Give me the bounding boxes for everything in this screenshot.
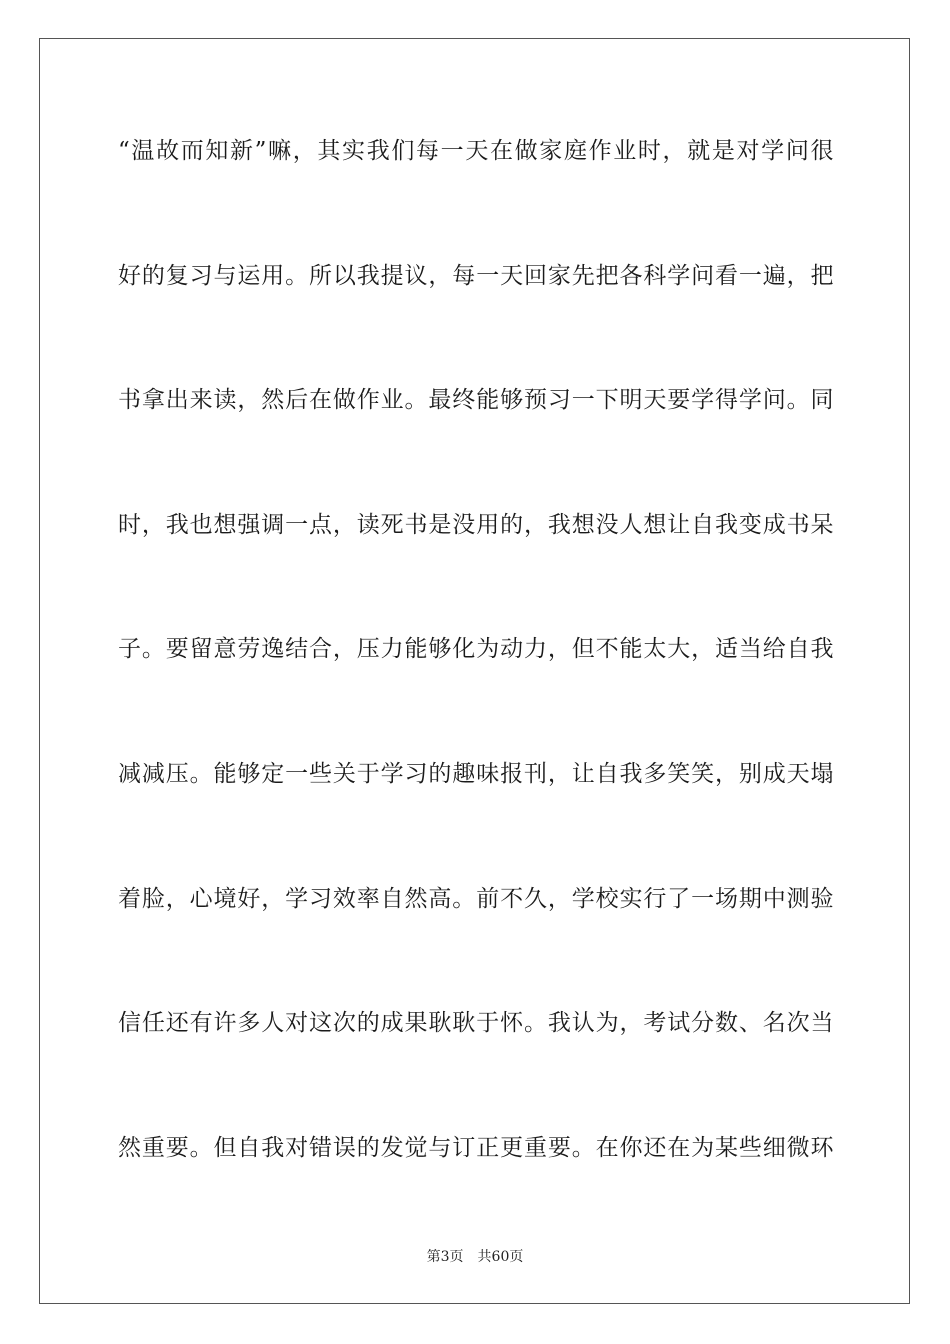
text-line: 着脸，心境好，学习效率自然高。前不久，学校实行了一场期中测验 (118, 885, 834, 912)
text-line: 信任还有许多人对这次的成果耿耿于怀。我认为，考试分数、名次当 (118, 1010, 834, 1037)
page-footer (0, 1246, 950, 1268)
text-line: 减减压。能够定一些关于学习的趣味报刊，让自我多笑笑，别成天塌 (118, 760, 834, 787)
page-total: 共60页 (477, 1249, 524, 1265)
text-line: 然重要。但自我对错误的发觉与订正更重要。在你还在为某些细微环 (118, 1134, 834, 1161)
body-text (118, 125, 834, 1246)
text-line: “温故而知新”嘛，其实我们每一天在做家庭作业时，就是对学问很 (118, 138, 834, 164)
text-line: 时，我也想强调一点，读死书是没用的，我想没人想让自我变成书呆 (118, 511, 834, 538)
page-number: 第3页 (426, 1249, 464, 1265)
text-line: 好的复习与运用。所以我提议，每一天回家先把各科学问看一遍，把 (118, 262, 834, 289)
text-line: 子。要留意劳逸结合，压力能够化为动力，但不能太大，适当给自我 (118, 636, 834, 663)
text-line: 书拿出来读，然后在做作业。最终能够预习一下明天要学得学问。同 (118, 387, 834, 414)
